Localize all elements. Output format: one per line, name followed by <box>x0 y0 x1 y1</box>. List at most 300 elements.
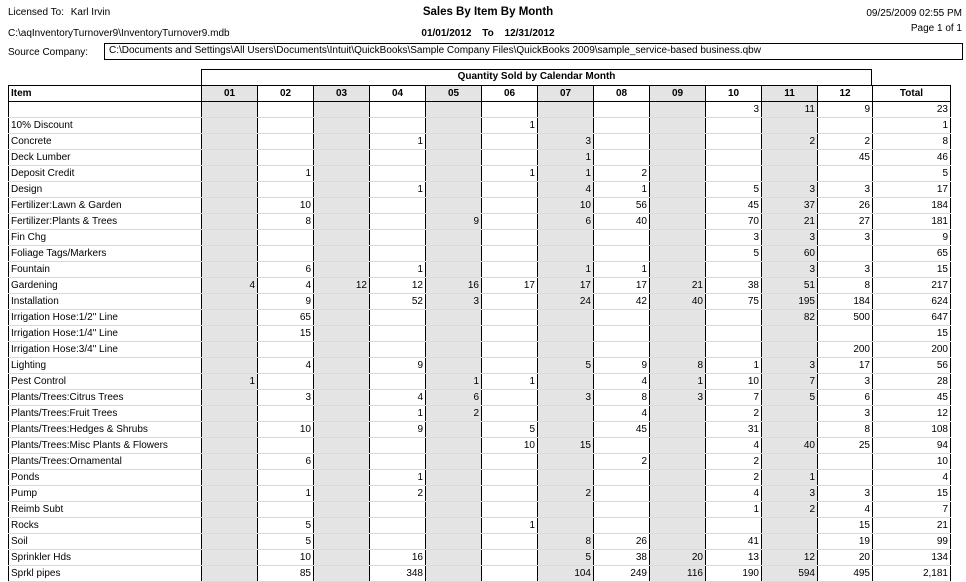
group-header: Quantity Sold by Calendar Month <box>201 69 872 85</box>
month-value-cell <box>538 470 594 486</box>
month-value-cell <box>426 438 482 454</box>
month-value-cell <box>426 358 482 374</box>
table-row <box>9 182 951 198</box>
month-value-cell <box>482 566 538 582</box>
month-value-cell <box>314 470 370 486</box>
month-value-cell <box>650 182 706 198</box>
month-value-cell <box>258 182 314 198</box>
month-value-cell <box>314 118 370 134</box>
month-value-cell: 116 <box>650 566 706 582</box>
month-header: 02 <box>258 86 314 102</box>
month-value-cell <box>482 294 538 310</box>
month-value-cell <box>706 326 762 342</box>
month-value-cell: 16 <box>370 550 426 566</box>
month-value-cell <box>762 422 818 438</box>
total-cell: 9 <box>873 230 951 246</box>
month-value-cell: 9 <box>426 214 482 230</box>
month-value-cell <box>538 326 594 342</box>
month-value-cell <box>314 230 370 246</box>
table-row <box>9 518 951 534</box>
month-value-cell: 4 <box>538 182 594 198</box>
month-value-cell: 348 <box>370 566 426 582</box>
month-value-cell: 45 <box>706 198 762 214</box>
report-title: Sales By Item By Month <box>422 6 554 18</box>
month-value-cell: 5 <box>706 182 762 198</box>
month-value-cell <box>202 214 258 230</box>
month-value-cell <box>650 518 706 534</box>
month-value-cell: 5 <box>538 358 594 374</box>
month-value-cell: 10 <box>538 198 594 214</box>
month-value-cell <box>538 230 594 246</box>
table-row <box>9 486 951 502</box>
month-value-cell <box>202 294 258 310</box>
month-value-cell: 3 <box>818 262 873 278</box>
month-value-cell <box>202 198 258 214</box>
month-value-cell: 8 <box>258 214 314 230</box>
month-value-cell: 2 <box>370 486 426 502</box>
month-value-cell <box>762 454 818 470</box>
month-value-cell: 9 <box>258 294 314 310</box>
item-cell: Soil <box>9 534 202 550</box>
month-value-cell: 594 <box>762 566 818 582</box>
month-value-cell <box>818 118 873 134</box>
month-value-cell <box>594 342 650 358</box>
month-value-cell: 2 <box>594 454 650 470</box>
header-row <box>9 86 951 102</box>
month-value-cell <box>594 246 650 262</box>
month-value-cell <box>762 534 818 550</box>
table-row <box>9 118 951 134</box>
month-value-cell: 3 <box>650 390 706 406</box>
month-value-cell <box>314 310 370 326</box>
total-cell: 99 <box>873 534 951 550</box>
table-row <box>9 102 951 118</box>
month-value-cell <box>314 182 370 198</box>
month-value-cell <box>762 406 818 422</box>
month-value-cell <box>594 134 650 150</box>
month-value-cell <box>650 198 706 214</box>
month-value-cell: 6 <box>258 454 314 470</box>
month-value-cell: 10 <box>258 198 314 214</box>
licensed-name: Karl Irvin <box>70 7 111 18</box>
month-header: 12 <box>818 86 873 102</box>
month-value-cell <box>594 326 650 342</box>
total-cell: 17 <box>873 182 951 198</box>
month-value-cell <box>314 166 370 182</box>
month-value-cell: 3 <box>818 406 873 422</box>
month-value-cell: 1 <box>258 486 314 502</box>
month-value-cell <box>426 566 482 582</box>
month-value-cell <box>426 166 482 182</box>
item-cell: Lighting <box>9 358 202 374</box>
month-value-cell: 21 <box>762 214 818 230</box>
month-value-cell <box>594 518 650 534</box>
month-value-cell <box>594 310 650 326</box>
month-value-cell <box>650 422 706 438</box>
month-value-cell <box>706 150 762 166</box>
month-value-cell: 82 <box>762 310 818 326</box>
month-value-cell <box>258 230 314 246</box>
month-value-cell <box>594 118 650 134</box>
month-value-cell: 3 <box>762 358 818 374</box>
month-value-cell: 3 <box>426 294 482 310</box>
month-value-cell <box>426 454 482 470</box>
item-cell: Concrete <box>9 134 202 150</box>
month-value-cell <box>202 438 258 454</box>
total-cell: 65 <box>873 246 951 262</box>
month-value-cell <box>482 390 538 406</box>
month-value-cell: 2 <box>762 502 818 518</box>
month-value-cell <box>202 550 258 566</box>
total-cell: 21 <box>873 518 951 534</box>
month-value-cell: 495 <box>818 566 873 582</box>
month-value-cell <box>706 166 762 182</box>
month-value-cell <box>314 262 370 278</box>
month-header: 05 <box>426 86 482 102</box>
month-value-cell <box>370 102 426 118</box>
month-value-cell: 16 <box>426 278 482 294</box>
month-value-cell: 195 <box>762 294 818 310</box>
item-cell: Irrigation Hose:1/2" Line <box>9 310 202 326</box>
month-value-cell: 3 <box>706 102 762 118</box>
month-value-cell: 3 <box>818 374 873 390</box>
month-value-cell <box>202 502 258 518</box>
month-value-cell <box>258 134 314 150</box>
month-value-cell: 3 <box>818 486 873 502</box>
total-cell: 624 <box>873 294 951 310</box>
month-value-cell: 2 <box>706 470 762 486</box>
item-cell: Plants/Trees:Ornamental <box>9 454 202 470</box>
month-value-cell: 21 <box>650 278 706 294</box>
total-cell: 46 <box>873 150 951 166</box>
month-value-cell: 1 <box>594 262 650 278</box>
total-cell: 15 <box>873 262 951 278</box>
month-header: 09 <box>650 86 706 102</box>
month-value-cell <box>706 262 762 278</box>
table-body <box>9 102 951 582</box>
item-cell: Foliage Tags/Markers <box>9 246 202 262</box>
month-value-cell <box>202 118 258 134</box>
month-value-cell <box>650 406 706 422</box>
month-value-cell <box>370 326 426 342</box>
month-value-cell <box>482 358 538 374</box>
month-value-cell: 2 <box>594 166 650 182</box>
month-value-cell <box>370 534 426 550</box>
month-header: 11 <box>762 86 818 102</box>
month-value-cell <box>762 518 818 534</box>
month-value-cell: 12 <box>314 278 370 294</box>
month-value-cell: 4 <box>370 390 426 406</box>
table-row <box>9 214 951 230</box>
month-value-cell: 5 <box>258 518 314 534</box>
month-header: 04 <box>370 86 426 102</box>
month-value-cell <box>594 502 650 518</box>
item-cell: Plants/Trees:Hedges & Shrubs <box>9 422 202 438</box>
month-value-cell: 200 <box>818 342 873 358</box>
month-value-cell: 1 <box>370 262 426 278</box>
month-value-cell: 24 <box>538 294 594 310</box>
total-cell: 7 <box>873 502 951 518</box>
month-value-cell: 190 <box>706 566 762 582</box>
month-value-cell: 4 <box>258 278 314 294</box>
month-value-cell <box>314 198 370 214</box>
source-label: Source Company: <box>8 47 89 58</box>
month-value-cell: 17 <box>594 278 650 294</box>
total-cell: 12 <box>873 406 951 422</box>
month-value-cell <box>314 246 370 262</box>
item-cell: Irrigation Hose:3/4" Line <box>9 342 202 358</box>
table-row <box>9 262 951 278</box>
item-cell <box>9 102 202 118</box>
table-row <box>9 374 951 390</box>
month-value-cell <box>370 438 426 454</box>
month-value-cell <box>706 518 762 534</box>
month-value-cell <box>314 534 370 550</box>
month-value-cell: 75 <box>706 294 762 310</box>
table-row <box>9 454 951 470</box>
month-value-cell <box>426 502 482 518</box>
month-value-cell: 10 <box>258 550 314 566</box>
table-row <box>9 310 951 326</box>
month-value-cell <box>258 150 314 166</box>
month-value-cell: 52 <box>370 294 426 310</box>
month-value-cell: 1 <box>370 134 426 150</box>
total-cell: 200 <box>873 342 951 358</box>
month-value-cell: 1 <box>370 182 426 198</box>
table-row <box>9 246 951 262</box>
month-value-cell <box>370 246 426 262</box>
month-value-cell <box>426 230 482 246</box>
month-value-cell <box>762 166 818 182</box>
month-value-cell <box>202 422 258 438</box>
total-header: Total <box>873 86 951 102</box>
month-value-cell <box>426 550 482 566</box>
month-value-cell <box>314 294 370 310</box>
item-cell: Gardening <box>9 278 202 294</box>
month-value-cell <box>314 374 370 390</box>
month-value-cell <box>482 534 538 550</box>
table-row <box>9 406 951 422</box>
item-cell: Reimb Subt <box>9 502 202 518</box>
total-cell: 15 <box>873 486 951 502</box>
month-value-cell <box>202 358 258 374</box>
month-value-cell <box>314 422 370 438</box>
month-value-cell <box>482 406 538 422</box>
month-value-cell: 15 <box>818 518 873 534</box>
month-value-cell <box>482 342 538 358</box>
table-row <box>9 470 951 486</box>
month-value-cell: 3 <box>762 182 818 198</box>
sales-table <box>8 85 951 582</box>
month-value-cell: 10 <box>258 422 314 438</box>
month-value-cell <box>538 518 594 534</box>
total-cell: 10 <box>873 454 951 470</box>
month-value-cell <box>650 150 706 166</box>
month-value-cell: 1 <box>706 502 762 518</box>
month-value-cell: 2 <box>426 406 482 422</box>
item-cell: Plants/Trees:Citrus Trees <box>9 390 202 406</box>
month-value-cell: 500 <box>818 310 873 326</box>
month-value-cell <box>482 134 538 150</box>
month-value-cell <box>706 310 762 326</box>
page-number: Page 1 of 1 <box>910 23 962 34</box>
month-value-cell <box>314 102 370 118</box>
table-row <box>9 150 951 166</box>
item-cell: Installation <box>9 294 202 310</box>
month-value-cell: 1 <box>426 374 482 390</box>
month-value-cell <box>538 374 594 390</box>
month-value-cell <box>258 502 314 518</box>
month-value-cell <box>202 390 258 406</box>
month-value-cell <box>818 326 873 342</box>
month-value-cell: 70 <box>706 214 762 230</box>
month-value-cell <box>650 230 706 246</box>
month-value-cell <box>202 166 258 182</box>
month-value-cell: 8 <box>818 278 873 294</box>
month-value-cell <box>650 118 706 134</box>
month-value-cell <box>202 102 258 118</box>
month-value-cell <box>202 246 258 262</box>
month-value-cell: 1 <box>650 374 706 390</box>
month-value-cell <box>482 326 538 342</box>
month-value-cell: 8 <box>538 534 594 550</box>
month-value-cell: 249 <box>594 566 650 582</box>
month-value-cell <box>426 246 482 262</box>
month-value-cell <box>202 470 258 486</box>
month-value-cell: 20 <box>818 550 873 566</box>
month-value-cell <box>538 246 594 262</box>
month-value-cell: 9 <box>818 102 873 118</box>
date-to: 12/31/2012 <box>504 28 555 39</box>
month-value-cell: 3 <box>818 182 873 198</box>
item-header: Item <box>9 86 202 102</box>
date-from: 01/01/2012 <box>421 28 472 39</box>
month-value-cell <box>650 166 706 182</box>
month-value-cell: 27 <box>818 214 873 230</box>
month-value-cell: 85 <box>258 566 314 582</box>
month-value-cell <box>818 454 873 470</box>
month-value-cell: 2 <box>762 134 818 150</box>
month-value-cell: 4 <box>706 438 762 454</box>
month-value-cell <box>650 246 706 262</box>
month-value-cell <box>370 518 426 534</box>
month-value-cell: 1 <box>762 470 818 486</box>
month-value-cell <box>706 134 762 150</box>
month-value-cell: 3 <box>706 230 762 246</box>
total-cell: 217 <box>873 278 951 294</box>
total-cell: 8 <box>873 134 951 150</box>
month-value-cell <box>594 230 650 246</box>
month-value-cell: 17 <box>482 278 538 294</box>
month-value-cell: 10 <box>706 374 762 390</box>
table-row <box>9 534 951 550</box>
month-value-cell <box>426 470 482 486</box>
month-value-cell: 41 <box>706 534 762 550</box>
source-company-path: C:\Documents and Settings\All Users\Documents\Intuit\QuickBooks\Sample Company Files\QuickBooks 2009\sample_service-based business.qbw <box>104 43 963 60</box>
total-cell: 28 <box>873 374 951 390</box>
month-value-cell: 1 <box>202 374 258 390</box>
month-value-cell <box>202 486 258 502</box>
month-value-cell <box>594 102 650 118</box>
month-value-cell <box>482 262 538 278</box>
month-value-cell: 1 <box>594 182 650 198</box>
month-value-cell: 3 <box>818 230 873 246</box>
month-value-cell: 1 <box>706 358 762 374</box>
month-value-cell: 2 <box>538 486 594 502</box>
month-value-cell <box>370 214 426 230</box>
month-value-cell: 65 <box>258 310 314 326</box>
month-value-cell <box>258 438 314 454</box>
month-value-cell: 184 <box>818 294 873 310</box>
month-value-cell <box>314 150 370 166</box>
item-cell: Irrigation Hose:1/4" Line <box>9 326 202 342</box>
month-value-cell <box>314 358 370 374</box>
month-value-cell: 9 <box>370 422 426 438</box>
item-cell: Fertilizer:Lawn & Garden <box>9 198 202 214</box>
total-cell: 4 <box>873 470 951 486</box>
month-value-cell: 17 <box>538 278 594 294</box>
month-value-cell: 1 <box>538 262 594 278</box>
item-cell: Sprinkler Hds <box>9 550 202 566</box>
table-row <box>9 566 951 582</box>
month-value-cell <box>370 150 426 166</box>
month-value-cell <box>482 246 538 262</box>
month-value-cell: 4 <box>594 374 650 390</box>
month-value-cell: 7 <box>706 390 762 406</box>
item-cell: Plants/Trees:Misc Plants & Flowers <box>9 438 202 454</box>
month-value-cell: 4 <box>594 406 650 422</box>
total-cell: 184 <box>873 198 951 214</box>
month-value-cell: 5 <box>538 550 594 566</box>
month-value-cell: 40 <box>650 294 706 310</box>
month-value-cell <box>594 150 650 166</box>
month-value-cell: 45 <box>594 422 650 438</box>
month-value-cell <box>482 182 538 198</box>
month-value-cell: 26 <box>594 534 650 550</box>
month-value-cell: 45 <box>818 150 873 166</box>
month-value-cell <box>258 374 314 390</box>
item-cell: Pump <box>9 486 202 502</box>
total-cell: 45 <box>873 390 951 406</box>
month-value-cell <box>482 198 538 214</box>
table-row <box>9 294 951 310</box>
month-value-cell: 4 <box>258 358 314 374</box>
month-value-cell <box>482 454 538 470</box>
month-value-cell: 56 <box>594 198 650 214</box>
month-value-cell <box>370 198 426 214</box>
month-value-cell <box>370 166 426 182</box>
month-value-cell <box>426 262 482 278</box>
month-value-cell: 1 <box>482 118 538 134</box>
table-row <box>9 166 951 182</box>
month-value-cell <box>762 326 818 342</box>
month-value-cell <box>314 390 370 406</box>
month-value-cell <box>482 550 538 566</box>
month-value-cell <box>426 118 482 134</box>
month-value-cell: 3 <box>762 262 818 278</box>
month-value-cell: 3 <box>538 390 594 406</box>
month-value-cell <box>818 470 873 486</box>
table-row <box>9 134 951 150</box>
month-value-cell <box>426 134 482 150</box>
month-value-cell <box>538 118 594 134</box>
total-cell: 134 <box>873 550 951 566</box>
month-value-cell <box>314 342 370 358</box>
month-header: 03 <box>314 86 370 102</box>
month-value-cell <box>314 214 370 230</box>
item-cell: Deposit Credit <box>9 166 202 182</box>
month-value-cell <box>426 534 482 550</box>
